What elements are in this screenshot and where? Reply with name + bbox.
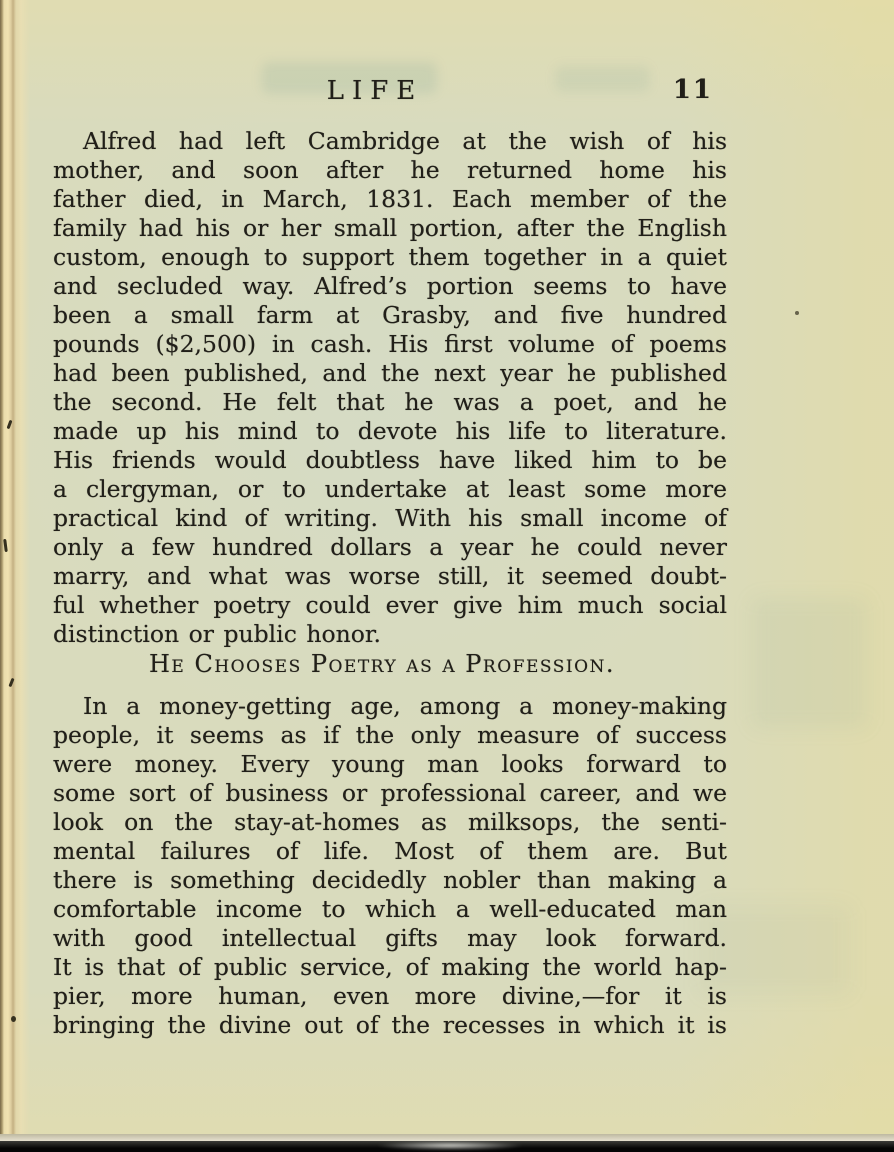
text-line: were money. Every young man looks forward to: [53, 750, 727, 778]
ink-speck: [795, 311, 799, 315]
text-line: distinction or public honor.: [53, 620, 382, 648]
text-line: people, it seems as if the only measure of success: [53, 721, 727, 749]
text-line: marry, and what was worse still, it seemed doubt-: [53, 562, 727, 590]
text-line: look on the stay-at-homes as milksops, the senti-: [53, 808, 727, 836]
text-line: In a money-getting age, among a money-making: [83, 692, 727, 720]
text-line: had been published, and the next year he published: [53, 359, 727, 387]
book-gutter-edge: [0, 0, 30, 1136]
text-line: pier, more human, even more divine,—for it is: [53, 982, 727, 1010]
text-line: only a few hundred dollars a year he could never: [53, 533, 727, 561]
text-line: His friends would doubtless have liked him to be: [53, 446, 727, 474]
text-line: custom, enough to support them together in a quiet: [53, 243, 727, 271]
text-line: It is that of public service, of making the world hap-: [53, 953, 727, 981]
text-line: mother, and soon after he returned home his: [53, 156, 727, 184]
page-showthrough: [752, 598, 867, 728]
text-line: some sort of business or professional career, and we: [53, 779, 727, 807]
text-line: father died, in March, 1831. Each member of the: [53, 185, 727, 213]
text-line: comfortable income to which a well-educated man: [53, 895, 727, 923]
text-line: been a small farm at Grasby, and five hundred: [53, 301, 727, 329]
running-header: [53, 76, 727, 108]
text-line: bringing the divine out of the recesses in which it is: [53, 1011, 727, 1039]
text-line: made up his mind to devote his life to literature.: [53, 417, 727, 445]
edge-highlight: [375, 1141, 525, 1150]
ink-speck: [11, 1016, 16, 1022]
text-line: mental failures of life. Most of them are. But: [53, 837, 727, 865]
page-title: LIFE: [326, 76, 424, 106]
text-line: there is something decidedly nobler than making a: [53, 866, 727, 894]
text-line: with good intellectual gifts may look forward.: [53, 924, 727, 952]
section-heading: He Chooses Poetry as a Profession.: [148, 650, 616, 678]
text-line: Alfred had left Cambridge at the wish of his: [83, 127, 727, 155]
text-line: family had his or her small portion, after the English: [53, 214, 727, 242]
text-line: ful whether poetry could ever give him much social: [53, 591, 727, 619]
text-line: practical kind of writing. With his small income of: [53, 504, 727, 532]
text-line: the second. He felt that he was a poet, and he: [53, 388, 727, 416]
paragraph-1: [53, 127, 727, 649]
page-number: 11: [672, 75, 713, 105]
text-line: a clergyman, or to undertake at least some more: [53, 475, 727, 503]
paragraph-2: [53, 692, 727, 1040]
text-line: pounds ($2,500) in cash. His first volume of poems: [53, 330, 727, 358]
text-line: and secluded way. Alfred’s portion seems to have: [53, 272, 727, 300]
